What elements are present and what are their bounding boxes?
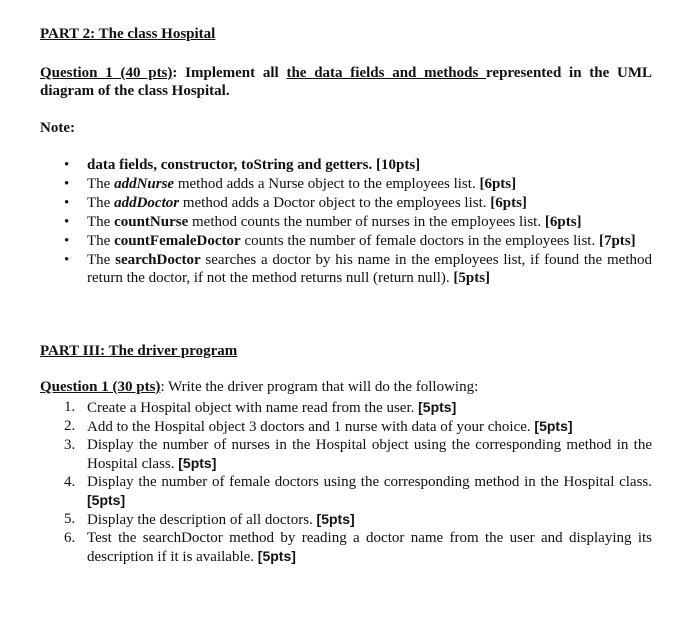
step-number: 3. [64,437,76,453]
requirement-text: addDoctor [114,195,180,211]
bullet-icon: • [64,252,70,268]
bullet-icon: • [64,176,70,192]
part2-question-text-b: represented in the UML diagram of the class Hospital. [40,65,653,99]
step-text: Add to the Hospital object 3 doctors and 1 nurse with data of your choice. [87,419,535,435]
requirements-list [40,156,652,288]
step-number: 2. [64,418,76,434]
bullet-icon: • [64,195,70,211]
bullet-icon: • [64,157,70,173]
step-text: Create a Hospital object with name read from the user. [87,400,419,416]
requirement-item [40,194,652,212]
part2-question-text-a: Implement all [185,65,287,81]
part3-question [40,378,652,396]
part2-question: Question 1 (40 pts): Implement all the data fields and methods represented in the UML diagram of the class Hospital. [40,65,653,99]
step-points: [5pts] [257,548,296,564]
requirement-text: [6pts] [544,214,582,230]
step-number: 4. [64,474,76,490]
driver-step [40,417,652,436]
step-points: [5pts] [178,455,217,471]
requirement-text: method adds a Doctor object to the employees list. [179,195,491,211]
requirement-text: searchDoctor [115,252,201,268]
requirement-text: data fields, constructor, toString and getters. [10pts] [87,157,421,173]
requirement-text: counts the number of female doctors in the employees list. [240,233,599,249]
step-text: Display the number of nurses in the Hospital object using the corresponding method in the Hospital class. [87,437,652,472]
part3-question-label: Question 1 (30 pts) [40,379,161,395]
requirement-text: [6pts] [490,195,527,211]
requirement-text: countFemaleDoctor [114,233,241,249]
requirement-text: countNurse [114,214,189,230]
driver-step [40,398,652,417]
requirement-text: [5pts] [453,270,491,286]
requirement-text: The [87,195,115,211]
requirement-text: [7pts] [598,233,636,249]
step-points: [5pts] [534,418,573,434]
requirement-text: The [87,214,115,230]
step-points: [5pts] [87,492,126,508]
driver-step [40,473,652,510]
bullet-icon: • [64,214,70,230]
part2-question-label: Question 1 (40 pts) [40,65,173,81]
part2-question-underlined: the data fields and methods [286,65,487,81]
requirement-item [40,213,652,231]
requirement-text: [6pts] [479,176,517,192]
part3-title: PART III: The driver program [40,343,238,359]
step-number: 1. [64,399,76,415]
driver-step [40,529,652,566]
requirement-item [40,156,652,174]
step-text: Display the description of all doctors. [87,512,317,528]
step-number: 5. [64,511,76,527]
requirement-text: addNurse [114,176,175,192]
requirement-item [40,232,652,250]
driver-step [40,436,652,473]
step-number: 6. [64,530,76,546]
note-label: Note: [40,120,75,136]
driver-steps-list [40,398,652,566]
requirement-text: The [87,176,115,192]
requirement-text: The [87,233,115,249]
bullet-icon: • [64,233,70,249]
requirement-text: The [87,252,116,268]
part2-title: PART 2: The class Hospital [40,26,216,42]
requirement-text: method counts the number of nurses in the employees list. [188,214,545,230]
part3-question-text: : Write the driver program that will do the following: [160,379,479,395]
step-points: [5pts] [418,399,457,415]
requirement-item [40,175,652,193]
step-text: Display the number of female doctors using the corresponding method in the Hospital class. [87,474,652,490]
requirement-text: searches a doctor by his name in the employees list, if found the method return the doctor, if not the method returns null (return null). [87,252,652,286]
requirement-text: method adds a Nurse object to the employees list. [174,176,480,192]
step-text: Test the searchDoctor method by reading a doctor name from the user and displaying its description if it is available. [87,530,652,565]
step-points: [5pts] [316,511,355,527]
driver-step [40,510,652,529]
requirement-item [40,251,652,287]
